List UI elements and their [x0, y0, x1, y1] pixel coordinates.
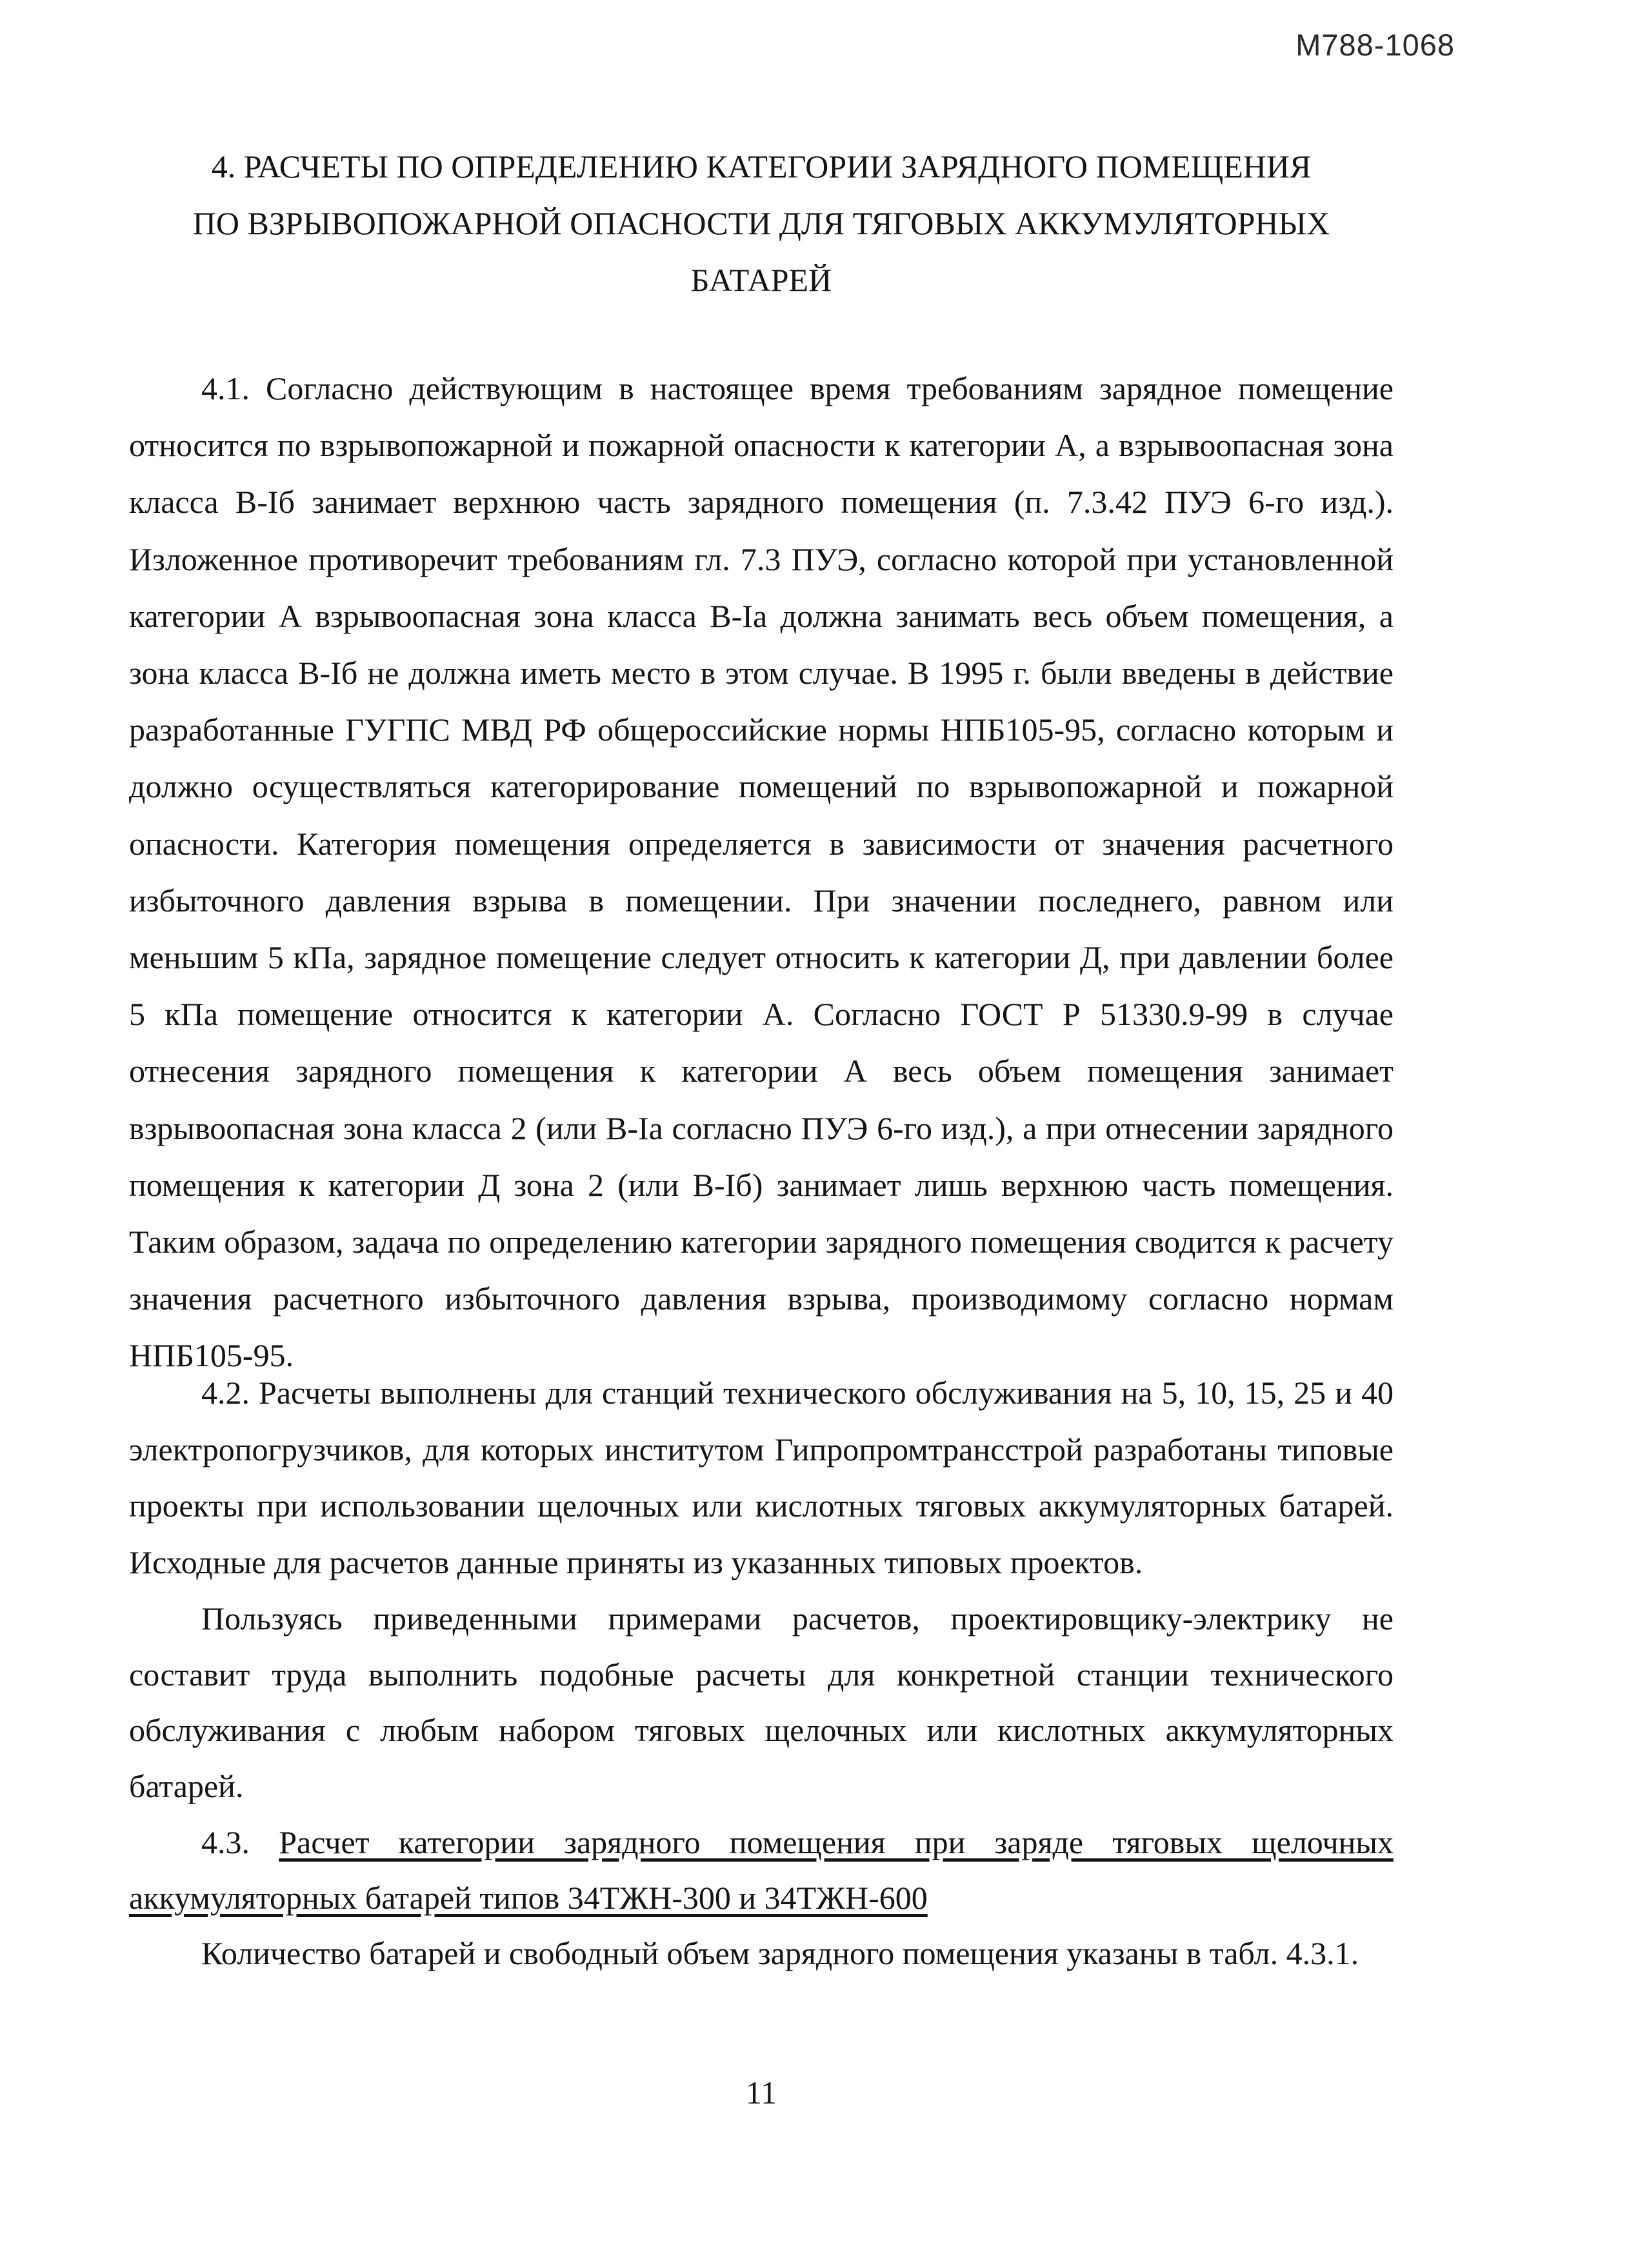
paragraph-table-reference: Количество батарей и свободный объем зарядного помещения указаны в табл. 4.3.1.: [201, 1935, 1359, 1971]
section-title-line-1: 4. РАСЧЕТЫ ПО ОПРЕДЕЛЕНИЮ КАТЕГОРИИ ЗАРЯДНОГО ПОМЕЩЕНИЯ: [211, 148, 1312, 184]
paragraph-usage: Пользуясь приведенными примерами расчетов, проектировщику-электрику не составит труда выполнить подобные расчеты для конкретной станции технического обслуживания с любым набором тяговых щелочных или кислотных аккумуляторных батарей.: [129, 1600, 1394, 1805]
paragraph-4-3: [129, 1815, 1394, 1925]
subsection-heading: Расчет категории зарядного помещения при заряде тяговых щелочных аккумуляторных батарей типов 34ТЖН-300 и 34ТЖН-600: [129, 1824, 1394, 1916]
paragraph-4-1-block: [129, 360, 1394, 1384]
paragraph-4-1: 4.1. Согласно действующим в настоящее время требованиям зарядное помещение относится по взрывопожарной и пожарной опасности к категории А, а взрывоопасная зона класса В-Iб занимает верхнюю часть зарядного помещения (п. 7.3.42 ПУЭ 6-го изд.). Изложенное противоречит требованиям гл. 7.3 ПУЭ, согласно которой при установленной категории А взрывоопасная зона класса В-Iа должна занимать весь объем помещения, а зона класса В-Iб не должна иметь место в этом случае. В 1995 г. были введены в действие разработанные ГУГПС МВД РФ общероссийские нормы НПБ105-95, согласно которым и должно осуществляться категорирование помещений по взрывопожарной и пожарной опасности. Категория помещения определяется в зависимости от значения расчетного избыточного давления взрыва в помещении. При значении последнего, равном или меньшим 5 кПа, зарядное помещение следует относить к категории Д, при давлении более 5 кПа помещение относится к категории А. Согласно ГОСТ Р 51330.9-99 в случае отнесения зарядного помещения к категории А весь объем помещения занимает взрывоопасная зона класса 2 (или В-Iа согласно ПУЭ 6-го изд.), а при отнесении зарядного помещения к категории Д зона 2 (или В-Iб) занимает лишь верхнюю часть помещения. Таким образом, задача по определению категории зарядного помещения сводится к расчету значения расчетного избыточного давления взрыва, производимому согласно нормам НПБ105-95.: [129, 370, 1394, 1374]
page-number: 11: [745, 2074, 777, 2111]
section-title: [129, 138, 1394, 308]
section-title-line-2: ПО ВЗРЫВОПОЖАРНОЙ ОПАСНОСТИ ДЛЯ ТЯГОВЫХ АККУМУЛЯТОРНЫХ: [192, 205, 1330, 241]
paragraph-4-2-block: [129, 1365, 1394, 1591]
section-title-line-3: БАТАРЕЙ: [690, 262, 832, 298]
document-code: М788-1068: [1295, 28, 1455, 62]
paragraph-table-ref-block: [129, 1925, 1394, 1982]
paragraph-usage-block: [129, 1591, 1394, 1815]
subsection-number: 4.3.: [201, 1824, 279, 1860]
paragraph-4-2: 4.2. Расчеты выполнены для станций технического обслуживания на 5, 10, 15, 25 и 40 электропогрузчиков, для которых институтом Гипропромтрансстрой разработаны типовые проекты при использовании щелочных или кислотных тяговых аккумуляторных батарей. Исходные для расчетов данные приняты из указанных типовых проектов.: [129, 1375, 1394, 1580]
paragraph-4-3-block: [129, 1815, 1394, 1925]
